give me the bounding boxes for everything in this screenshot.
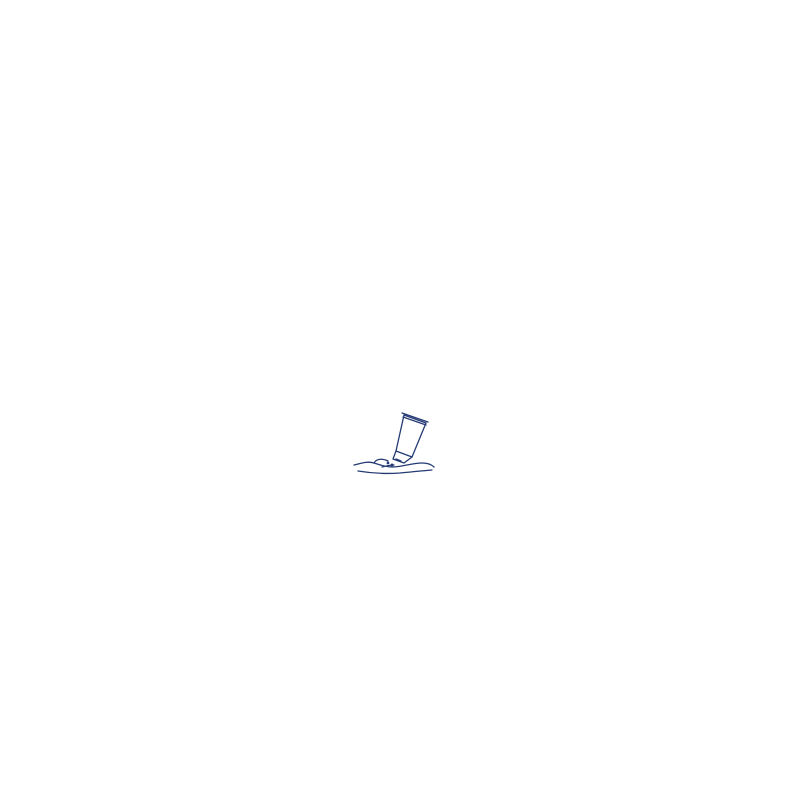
hand-with-tube-icon: [352, 403, 442, 475]
